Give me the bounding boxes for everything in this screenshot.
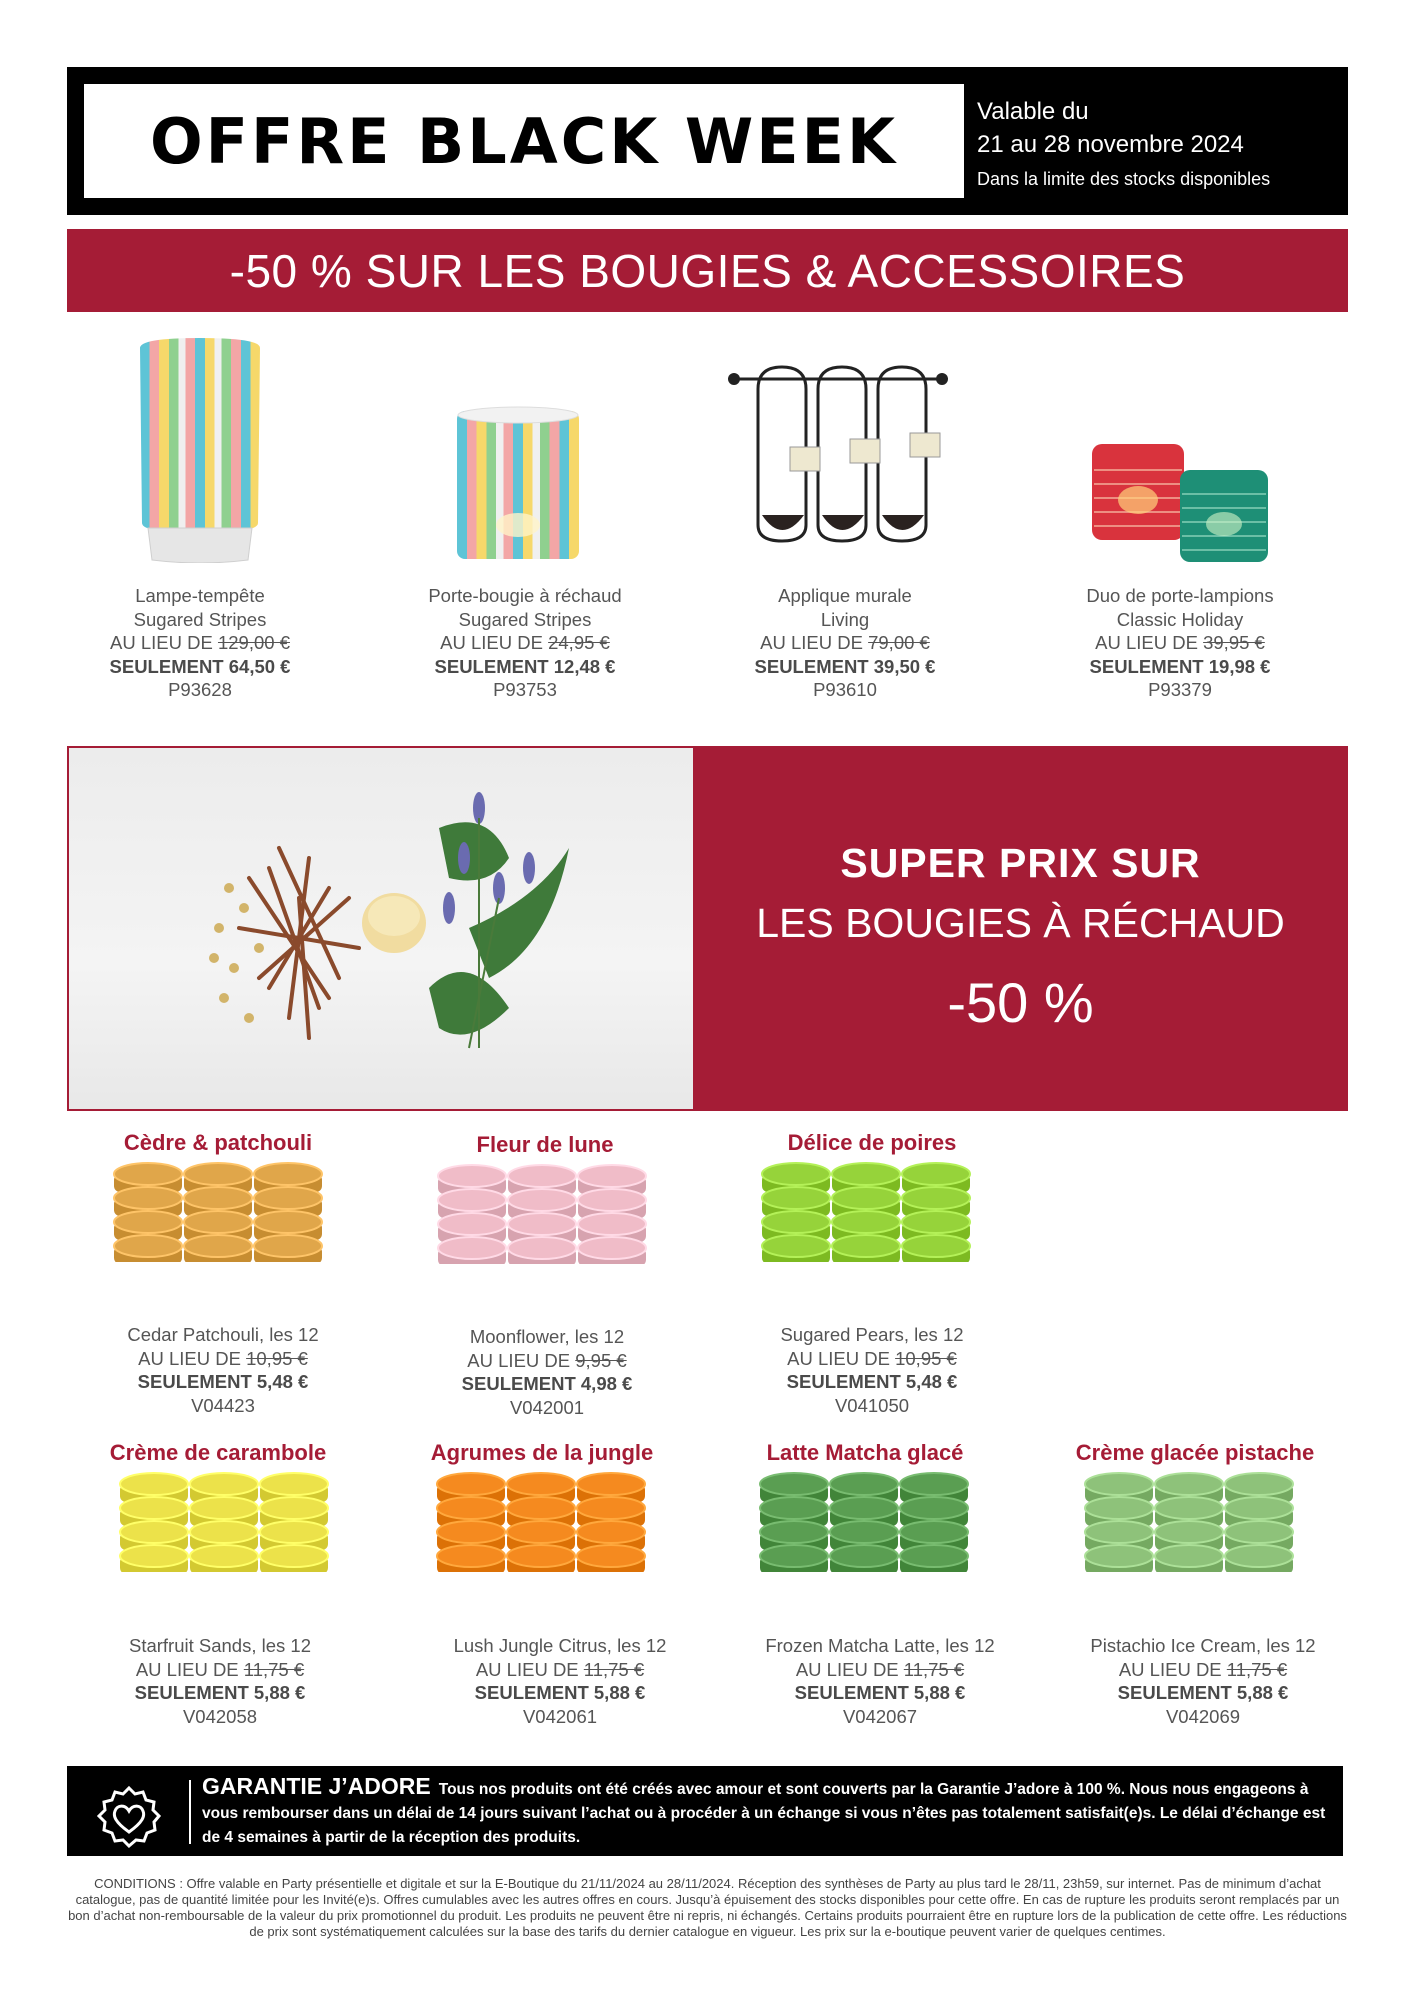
product-starfruit-sands[interactable] bbox=[85, 1634, 355, 1728]
promo-photo bbox=[69, 748, 693, 1109]
old-price: 79,00 € bbox=[868, 632, 930, 653]
product-ref: V041050 bbox=[834, 1394, 910, 1416]
product-ref: V042067 bbox=[842, 1705, 918, 1727]
product-ref: P93379 bbox=[1148, 679, 1212, 700]
old-price-line: AU LIEU DE 10,95 € bbox=[138, 1347, 308, 1369]
product-ref: P93628 bbox=[168, 679, 232, 700]
product-name: Starfruit Sands, les 12 bbox=[128, 1635, 311, 1656]
product-name: Duo de porte-lampions bbox=[1086, 585, 1274, 606]
product-name: Applique murale bbox=[778, 585, 912, 606]
product-lantern-duo[interactable] bbox=[1045, 584, 1315, 702]
old-price: 24,95 € bbox=[548, 632, 610, 653]
product-collection: Sugared Stripes bbox=[133, 608, 267, 630]
conditions-text: CONDITIONS : Offre valable en Party présentielle et digitale et sur la E-Boutique du 21/11/2024 au 28/11/2024. Réception des synthèses de Party au plus tard le 28/11, 23h59, sur internet. Pas de minimum d’achat catalogue, pas de quantité limitée pour les Invité(e)s. Offres cumulables avec les autres offres en cours. Jusqu’à épuisement des stocks disponibles pour cette offre. En cas de rupture les produits seront remplacés par un bon d’achat non-remboursable de la valeur du prix promotionnel du produit. Les produits ne peuvent être ni repris, ni échangés. Certains produits pourraient être en rupture lors de la publication de cette offre. Les réductions de prix sont systématiquement calculées sur la base des tarifs du dernier catalogue en vigueur. Les prix sur la e-boutique peuvent varier de quelques centimes. bbox=[68, 1876, 1347, 1939]
validity-line-1: Valable du bbox=[977, 98, 1089, 125]
old-price: 11,75 € bbox=[903, 1658, 965, 1680]
product-ref: V042069 bbox=[1165, 1705, 1241, 1727]
product-name: Porte-bougie à réchaud bbox=[428, 585, 622, 606]
page-title: OFFRE BLACK WEEK bbox=[149, 104, 899, 178]
stock-notice: Dans la limite des stocks disponibles bbox=[977, 169, 1271, 189]
product-name: Cedar Patchouli, les 12 bbox=[127, 1324, 319, 1345]
guarantee-title: GARANTIE J’ADORE bbox=[202, 1773, 431, 1799]
flavor-title-cedar: Cèdre & patchouli bbox=[123, 1130, 313, 1155]
old-price: 9,95 € bbox=[575, 1349, 627, 1371]
tealight-holder-image[interactable] bbox=[453, 405, 583, 565]
product-lush-jungle-citrus[interactable] bbox=[417, 1634, 703, 1728]
product-hurricane-lamp[interactable] bbox=[70, 584, 330, 702]
product-name: Sugared Pears, les 12 bbox=[780, 1324, 964, 1345]
old-price: 11,75 € bbox=[243, 1658, 305, 1680]
product-name: Pistachio Ice Cream, les 12 bbox=[1090, 1635, 1316, 1656]
header-bar bbox=[67, 67, 1348, 215]
product-ref: V042061 bbox=[522, 1705, 598, 1727]
product-ref: V04423 bbox=[191, 1394, 255, 1416]
heart-badge-icon bbox=[97, 1786, 161, 1850]
old-price: 129,00 € bbox=[217, 632, 290, 653]
discount-banner: -50 % SUR LES BOUGIES & ACCESSOIRES bbox=[67, 229, 1348, 312]
product-name: Lampe-tempête bbox=[135, 585, 265, 606]
product-moonflower[interactable] bbox=[412, 1325, 682, 1419]
old-price-line: AU LIEU DE 129,00 € bbox=[110, 632, 290, 653]
tealights-starfruit-image[interactable] bbox=[118, 1470, 330, 1572]
sale-price: SEULEMENT 12,48 € bbox=[434, 655, 616, 677]
old-price-line: AU LIEU DE 10,95 € bbox=[787, 1347, 957, 1369]
old-price-line: AU LIEU DE 11,75 € bbox=[135, 1658, 305, 1680]
validity-info bbox=[977, 95, 1270, 190]
sale-price: SEULEMENT 39,50 € bbox=[754, 655, 936, 677]
product-ref: V042058 bbox=[182, 1705, 258, 1727]
old-price-line: AU LIEU DE 9,95 € bbox=[467, 1349, 627, 1371]
old-price-line: AU LIEU DE 24,95 € bbox=[440, 632, 610, 653]
flavor-title-starfruit: Crème de carambole bbox=[109, 1440, 327, 1465]
old-price: 10,95 € bbox=[895, 1347, 957, 1369]
lantern-duo-image[interactable] bbox=[1090, 440, 1270, 565]
sale-price: SEULEMENT 64,50 € bbox=[109, 655, 291, 677]
flavor-title-pears: Délice de poires bbox=[787, 1130, 957, 1155]
header-title-box bbox=[84, 84, 964, 198]
old-price: 10,95 € bbox=[246, 1347, 308, 1369]
guarantee-box bbox=[67, 1766, 1343, 1856]
old-price-line: AU LIEU DE 11,75 € bbox=[795, 1658, 965, 1680]
promo-text bbox=[693, 748, 1348, 1109]
hurricane-lamp-image[interactable] bbox=[130, 338, 270, 563]
sale-price: SEULEMENT 19,98 € bbox=[1089, 655, 1271, 677]
old-price: 11,75 € bbox=[583, 1658, 645, 1680]
old-price: 11,75 € bbox=[1226, 1658, 1288, 1680]
tealights-cedar-image[interactable] bbox=[112, 1160, 324, 1262]
tealights-pears-image[interactable] bbox=[760, 1160, 972, 1262]
product-cedar-patchouli[interactable] bbox=[88, 1323, 358, 1417]
flavor-title-citrus: Agrumes de la jungle bbox=[430, 1440, 654, 1465]
ingredients-illustration bbox=[69, 748, 693, 1109]
tealights-citrus-image[interactable] bbox=[435, 1470, 647, 1572]
sale-price: SEULEMENT 5,48 € bbox=[786, 1371, 958, 1392]
old-price-line: AU LIEU DE 39,95 € bbox=[1095, 632, 1265, 653]
product-collection: Classic Holiday bbox=[1116, 608, 1244, 630]
flavor-title-pistachio: Crème glacée pistache bbox=[1075, 1440, 1315, 1465]
validity-dates: 21 au 28 novembre 2024 bbox=[977, 131, 1244, 158]
sale-price: SEULEMENT 4,98 € bbox=[461, 1373, 633, 1394]
guarantee-divider bbox=[189, 1780, 191, 1844]
promo-subline: LES BOUGIES À RÉCHAUD bbox=[756, 900, 1285, 946]
product-wall-sconce[interactable] bbox=[715, 584, 975, 702]
sale-price: SEULEMENT 5,88 € bbox=[134, 1682, 306, 1703]
old-price-line: AU LIEU DE 11,75 € bbox=[1118, 1658, 1288, 1680]
product-ref: P93610 bbox=[813, 679, 877, 700]
product-name: Lush Jungle Citrus, les 12 bbox=[453, 1635, 667, 1656]
guarantee-text-block bbox=[202, 1774, 1332, 1850]
promo-discount: -50 % bbox=[947, 971, 1094, 1034]
promo-headline: SUPER PRIX SUR bbox=[840, 840, 1201, 886]
sale-price: SEULEMENT 5,88 € bbox=[474, 1682, 646, 1703]
product-tealight-holder[interactable] bbox=[390, 584, 660, 702]
product-sugared-pears[interactable] bbox=[737, 1323, 1007, 1417]
sale-price: SEULEMENT 5,48 € bbox=[137, 1371, 309, 1392]
product-frozen-matcha-latte[interactable] bbox=[735, 1634, 1025, 1728]
old-price-line: AU LIEU DE 79,00 € bbox=[760, 632, 930, 653]
flavor-title-matcha: Latte Matcha glacé bbox=[766, 1440, 964, 1465]
product-pistachio-ice-cream[interactable] bbox=[1058, 1634, 1348, 1728]
product-collection: Sugared Stripes bbox=[458, 608, 592, 630]
tealights-moonflower-image[interactable] bbox=[436, 1162, 648, 1264]
product-collection: Living bbox=[820, 608, 870, 630]
sale-price: SEULEMENT 5,88 € bbox=[794, 1682, 966, 1703]
flavor-title-moonflower: Fleur de lune bbox=[476, 1132, 614, 1157]
tealight-promo bbox=[67, 746, 1348, 1111]
sale-price: SEULEMENT 5,88 € bbox=[1117, 1682, 1289, 1703]
product-name: Frozen Matcha Latte, les 12 bbox=[765, 1635, 995, 1656]
guarantee-text: Tous nos produits ont été créés avec amour et sont couverts par la Garantie J’adore à 100 %. Nous nous engageons à vous rembourser dans un délai de 14 jours suivant l’achat ou à procéder à un échange si vous n’êtes pas totalement satisfait(e)s. Le délai d’échange est de 4 semaines à partir de la réception des produits. bbox=[202, 1781, 1326, 1846]
tealights-pistachio-image[interactable] bbox=[1083, 1470, 1295, 1572]
wall-sconce-image[interactable] bbox=[728, 365, 948, 565]
tealights-matcha-image[interactable] bbox=[758, 1470, 970, 1572]
old-price: 39,95 € bbox=[1203, 632, 1265, 653]
product-name: Moonflower, les 12 bbox=[469, 1326, 625, 1347]
product-ref: V042001 bbox=[509, 1396, 585, 1418]
old-price-line: AU LIEU DE 11,75 € bbox=[475, 1658, 645, 1680]
product-ref: P93753 bbox=[493, 679, 557, 700]
